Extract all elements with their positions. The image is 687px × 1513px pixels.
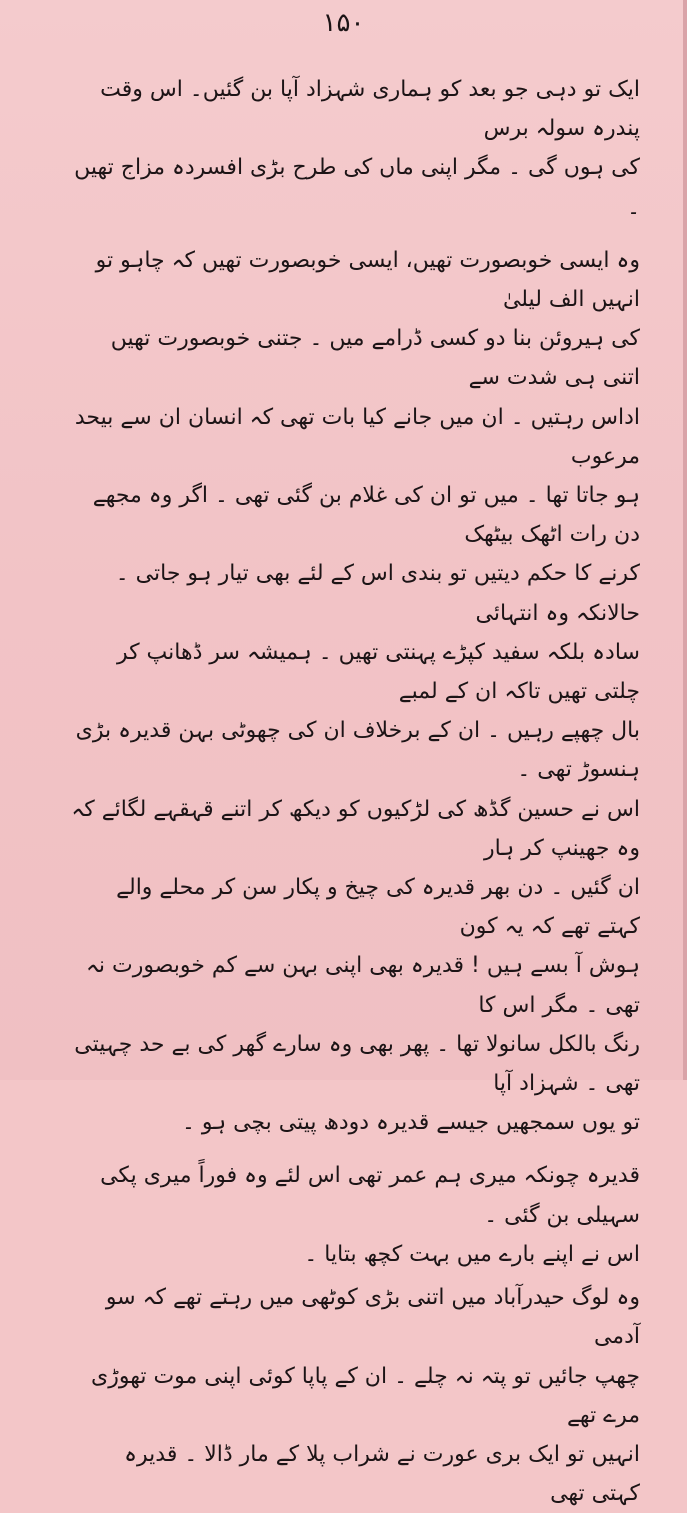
text-line: کی ہیروئن بنا دو کسی ڈرامے میں ۔ جتنی خوبصورت تھیں اتنی ہی شدت سے	[110, 326, 640, 391]
page-body-text	[70, 70, 640, 1513]
text-line: قدیرہ چونکہ میری ہم عمر تھی اس لئے وہ فوراً میری پکی سہیلی بن گئی ۔	[100, 1163, 640, 1228]
text-line: رنگ بالکل سانولا تھا ۔ پھر بھی وہ سارے گھر کی بے حد چہیتی تھی ۔ شہزاد آپا	[74, 1031, 640, 1097]
text-line: اس نے اپنے بارے میں بہت کچھ بتایا ۔	[304, 1241, 640, 1267]
text-line: انہیں تو ایک بری عورت نے شراب پلا کے مار ڈالا ۔ قدیرہ کہتی تھی	[124, 1441, 640, 1507]
text-line: وہ لوگ حیدرآباد میں اتنی بڑی کوٹھی میں رہتے تھے کہ سو آدمی	[105, 1285, 640, 1350]
text-line: کرنے کا حکم دیتیں تو بندی اس کے لئے بھی تیار ہو جاتی ۔ حالانکہ وہ انتہائی	[115, 561, 640, 626]
text-line: ہو جاتا تھا ۔ میں تو ان کی غلام بن گئی تھی ۔ اگر وہ مجھے دن رات اٹھک بیٹھک	[92, 483, 640, 548]
text-line: ایک تو دہی جو بعد کو ہماری شہزاد آپا بن گئیں۔ اس وقت پندرہ سولہ برس	[100, 77, 640, 142]
text-line: ہوش آ بسے ہیں ! قدیرہ بھی اپنی بہن سے کم خوبصورت نہ تھی ۔ مگر اس کا	[86, 953, 640, 1018]
text-line: چھپ جائیں تو پتہ نہ چلے ۔ ان کے پاپا کوئی اپنی موت تھوڑی مرے تھے	[90, 1363, 640, 1428]
text-line: وہ ایسی خوبصورت تھیں، ایسی خوبصورت تھیں کہ چاہو تو انہیں الف لیلیٰ	[95, 247, 640, 313]
text-line: ان گئیں ۔ دن بھر قدیرہ کی چیخ و پکار سن کر محلے والے کہتے تھے کہ یہ کون	[116, 875, 640, 940]
text-line: کی ہوں گی ۔ مگر اپنی ماں کی طرح بڑی افسردہ مزاج تھیں ۔	[74, 155, 640, 220]
page-number: ۱۵۰	[322, 8, 365, 38]
text-line: اداس رہتیں ۔ ان میں جانے کیا بات تھی کہ انسان ان سے بیحد مرعوب	[74, 404, 640, 469]
text-line: اس نے حسین گڈھ کی لڑکیوں کو دیکھ کر اتنے قہقہے لگائے کہ وہ جھینپ کر ہار	[71, 796, 640, 861]
text-line: تو یوں سمجھیں جیسے قدیرہ دودھ پیتی بچی ہو ۔	[181, 1110, 640, 1136]
text-line: سادہ بلکہ سفید کپڑے پہنتی تھیں ۔ ہمیشہ سر ڈھانپ کر چلتی تھیں تاکہ ان کے لمبے	[116, 639, 640, 705]
text-line: بال چھپے رہیں ۔ ان کے برخلاف ان کی چھوٹی بہن قدیرہ بڑی ہنسوڑ تھی ۔	[75, 718, 640, 783]
